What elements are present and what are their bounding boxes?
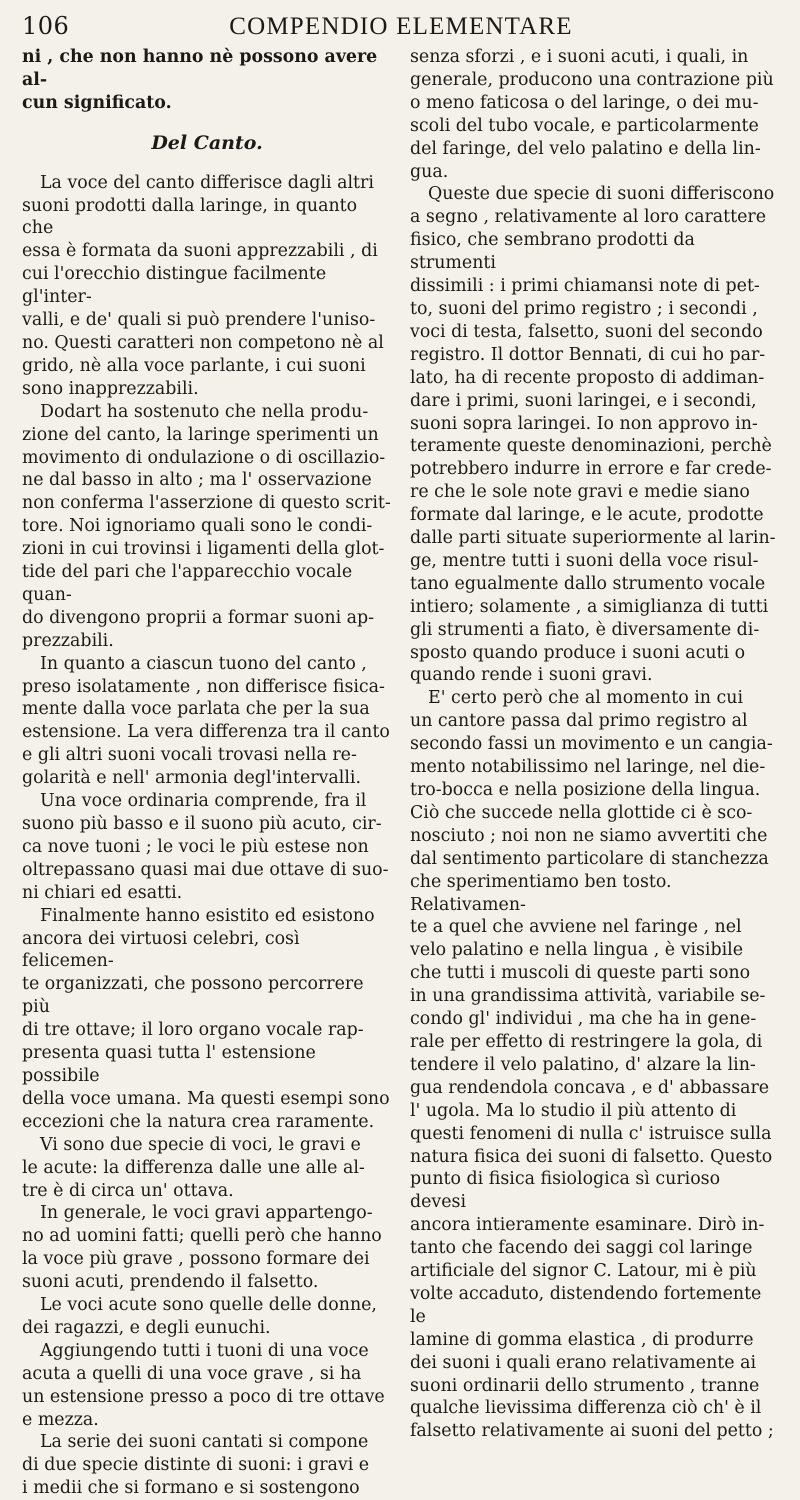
paragraph: In generale, le voci gravi appartengo- no ad uomini fatti; quelli però che hanno la voce più grave , possono formare dei suoni acuti, prendendo il falsetto.: [22, 1203, 382, 1293]
paragraph: senza sforzi , e i suoni acuti, i quali, in generale, producono una contrazione più o meno faticosa o del laringe, o dei mu- scoli del tubo vocale, e particolarmente del faringe, del velo palatino e della lin- gua.: [410, 47, 774, 182]
paragraph: In quanto a ciascun tuono del canto , preso isolatamente , non differisce fisica- mente dalla voce parlata che per la sua estensione. La vera differenza tra il canto e gli altri suoni vocali trovasi nella re- golarità e nell' armonia degl'intervalli.: [22, 653, 390, 789]
paragraph: E' certo però che al momento in cui un cantore passa dal primo registro al secondo fassi un movimento e un cangia- mento notabilissimo nel laringe, nel die- tro-bocca e nella posizione della lingua. Ciò che succede nella glottide ci è sco- nosciuto ; noi non ne siamo avvertiti che dal sentimento particolare di stanchezza che sperimentiamo ben tosto. Relativamen- te a quel che avviene nel faringe , nel velo palatino e nella lingua , è visibile che tutti i muscoli di queste parti sono in una grandissima attività, variabile se- condo gl' individui , ma che ha in gene- rale per effetto di restringere la gola, di tendere il velo palatino, d' alzare la lin- gua rendendola concava , e d' abbassare l' ugola. Ma lo studio il più attento di questi fenomeni di nulla c' istruisce sulla natura fisica dei suoni di falsetto. Questo punto di fisica fisiologica sì curioso devesi ancora intieramente esaminare. Dirò in- tanto che facendo dei saggi col laringe artificiale del signor C. Latour, mi è più volte accaduto, distendendo fortemente le lamine di gomma elastica , di produrre dei suoni i quali erano relativamente ai suoni ordinarii dello strumento , tranne qualche lievissima differenza ciò ch' è il falsetto relativamente ai suoni del petto ;: [410, 688, 774, 1442]
paragraph: Una voce ordinaria comprende, fra il suono più basso e il suono più acuto, cir- ca nove tuoni ; le voci le più estese non oltrepassano quasi mai due ottave di suo- ni chiari ed esatti.: [22, 791, 389, 903]
paragraph: Vi sono due specie di voci, le gravi e le acute: la differenza dalle une alle al- tre è di circa un' ottava.: [22, 1134, 365, 1201]
left-column: [22, 46, 392, 1500]
running-title: COMPENDIO ELEMENTARE: [229, 13, 573, 40]
page-header: [22, 12, 780, 46]
paragraph: Aggiungendo tutti i tuoni di una voce acuta a quelli di una voce grave , si ha un estensione presso a poco di tre ottave e mezza.: [22, 1340, 385, 1430]
paragraph: La voce del canto differisce dagli altri suoni prodotti dalla laringe, in quanto che essa è formata da suoni apprezzabili , di cui l'orecchio distingue facilmente gl'inter- valli, e de' quali si può prendere l'uniso- no. Questi caratteri non competono nè al grido, nè alla voce parlante, i cui suoni sono inapprezzabili.: [22, 172, 384, 399]
paragraph: Finalmente hanno esistito ed esistono ancora dei virtuosi celebri, così felicemen- te organizzati, che possono percorrere più di tre ottave; il loro organo vocale rap- presenta quasi tutta l' estensione possibile della voce umana. Ma questi esempi sono eccezioni che la natura crea raramente.: [22, 905, 390, 1132]
paragraph: Dodart ha sostenuto che nella produ- zione del canto, la laringe sperimenti un movimento di ondulazione o di oscillazio- ne dal basso in alto ; ma l' osservazione non conferma l'asserzione di questo scrit- tore. Noi ignoriamo quali sono le condi- zioni in cui trovinsi i ligamenti della glot- tide del pari che l'apparecchio vocale quan- do divengono proprii a formar suoni ap- prezzabili.: [22, 401, 391, 651]
paragraph: La serie dei suoni cantati si compone di due specie distinte di suoni: i gravi e i medii che si formano e si sostengono: [22, 1432, 370, 1499]
paragraph: Queste due specie di suoni differiscono a segno , relativamente al loro carattere fisico, che sembrano prodotti da strumenti dissimili : i primi chiamansi note di pet- to, suoni del primo registro ; i secondi , voci di testa, falsetto, suoni del secondo registro. Il dottor Bennati, di cui ho par- lato, ha di recente proposto di addiman- dare i primi, suoni laringei, e i secondi, suoni sopra laringei. Io non approvo in- teramente queste denominazioni, perchè potrebbero indurre in errore e far crede- re che le sole note gravi e medie siano formate dal laringe, e le acute, prodotte dalle parti situate superiormente al larin- ge, mentre tutti i suoni della voce risul- tano egualmente dallo strumento vocale intiero; solamente , a simiglianza di tutti gli strumenti a fiato, è diversamente di- sposto quando produce i suoni acuti o quando rende i suoni gravi.: [410, 184, 776, 686]
continuation-text: ni , che non hanno nè possono avere al- cun significato.: [22, 47, 378, 113]
page-number: 106: [22, 12, 70, 40]
section-heading: Del Canto.: [151, 131, 263, 154]
right-column: [410, 46, 780, 1500]
paragraph: Le voci acute sono quelle delle donne, dei ragazzi, e degli eunuchi.: [22, 1295, 377, 1338]
